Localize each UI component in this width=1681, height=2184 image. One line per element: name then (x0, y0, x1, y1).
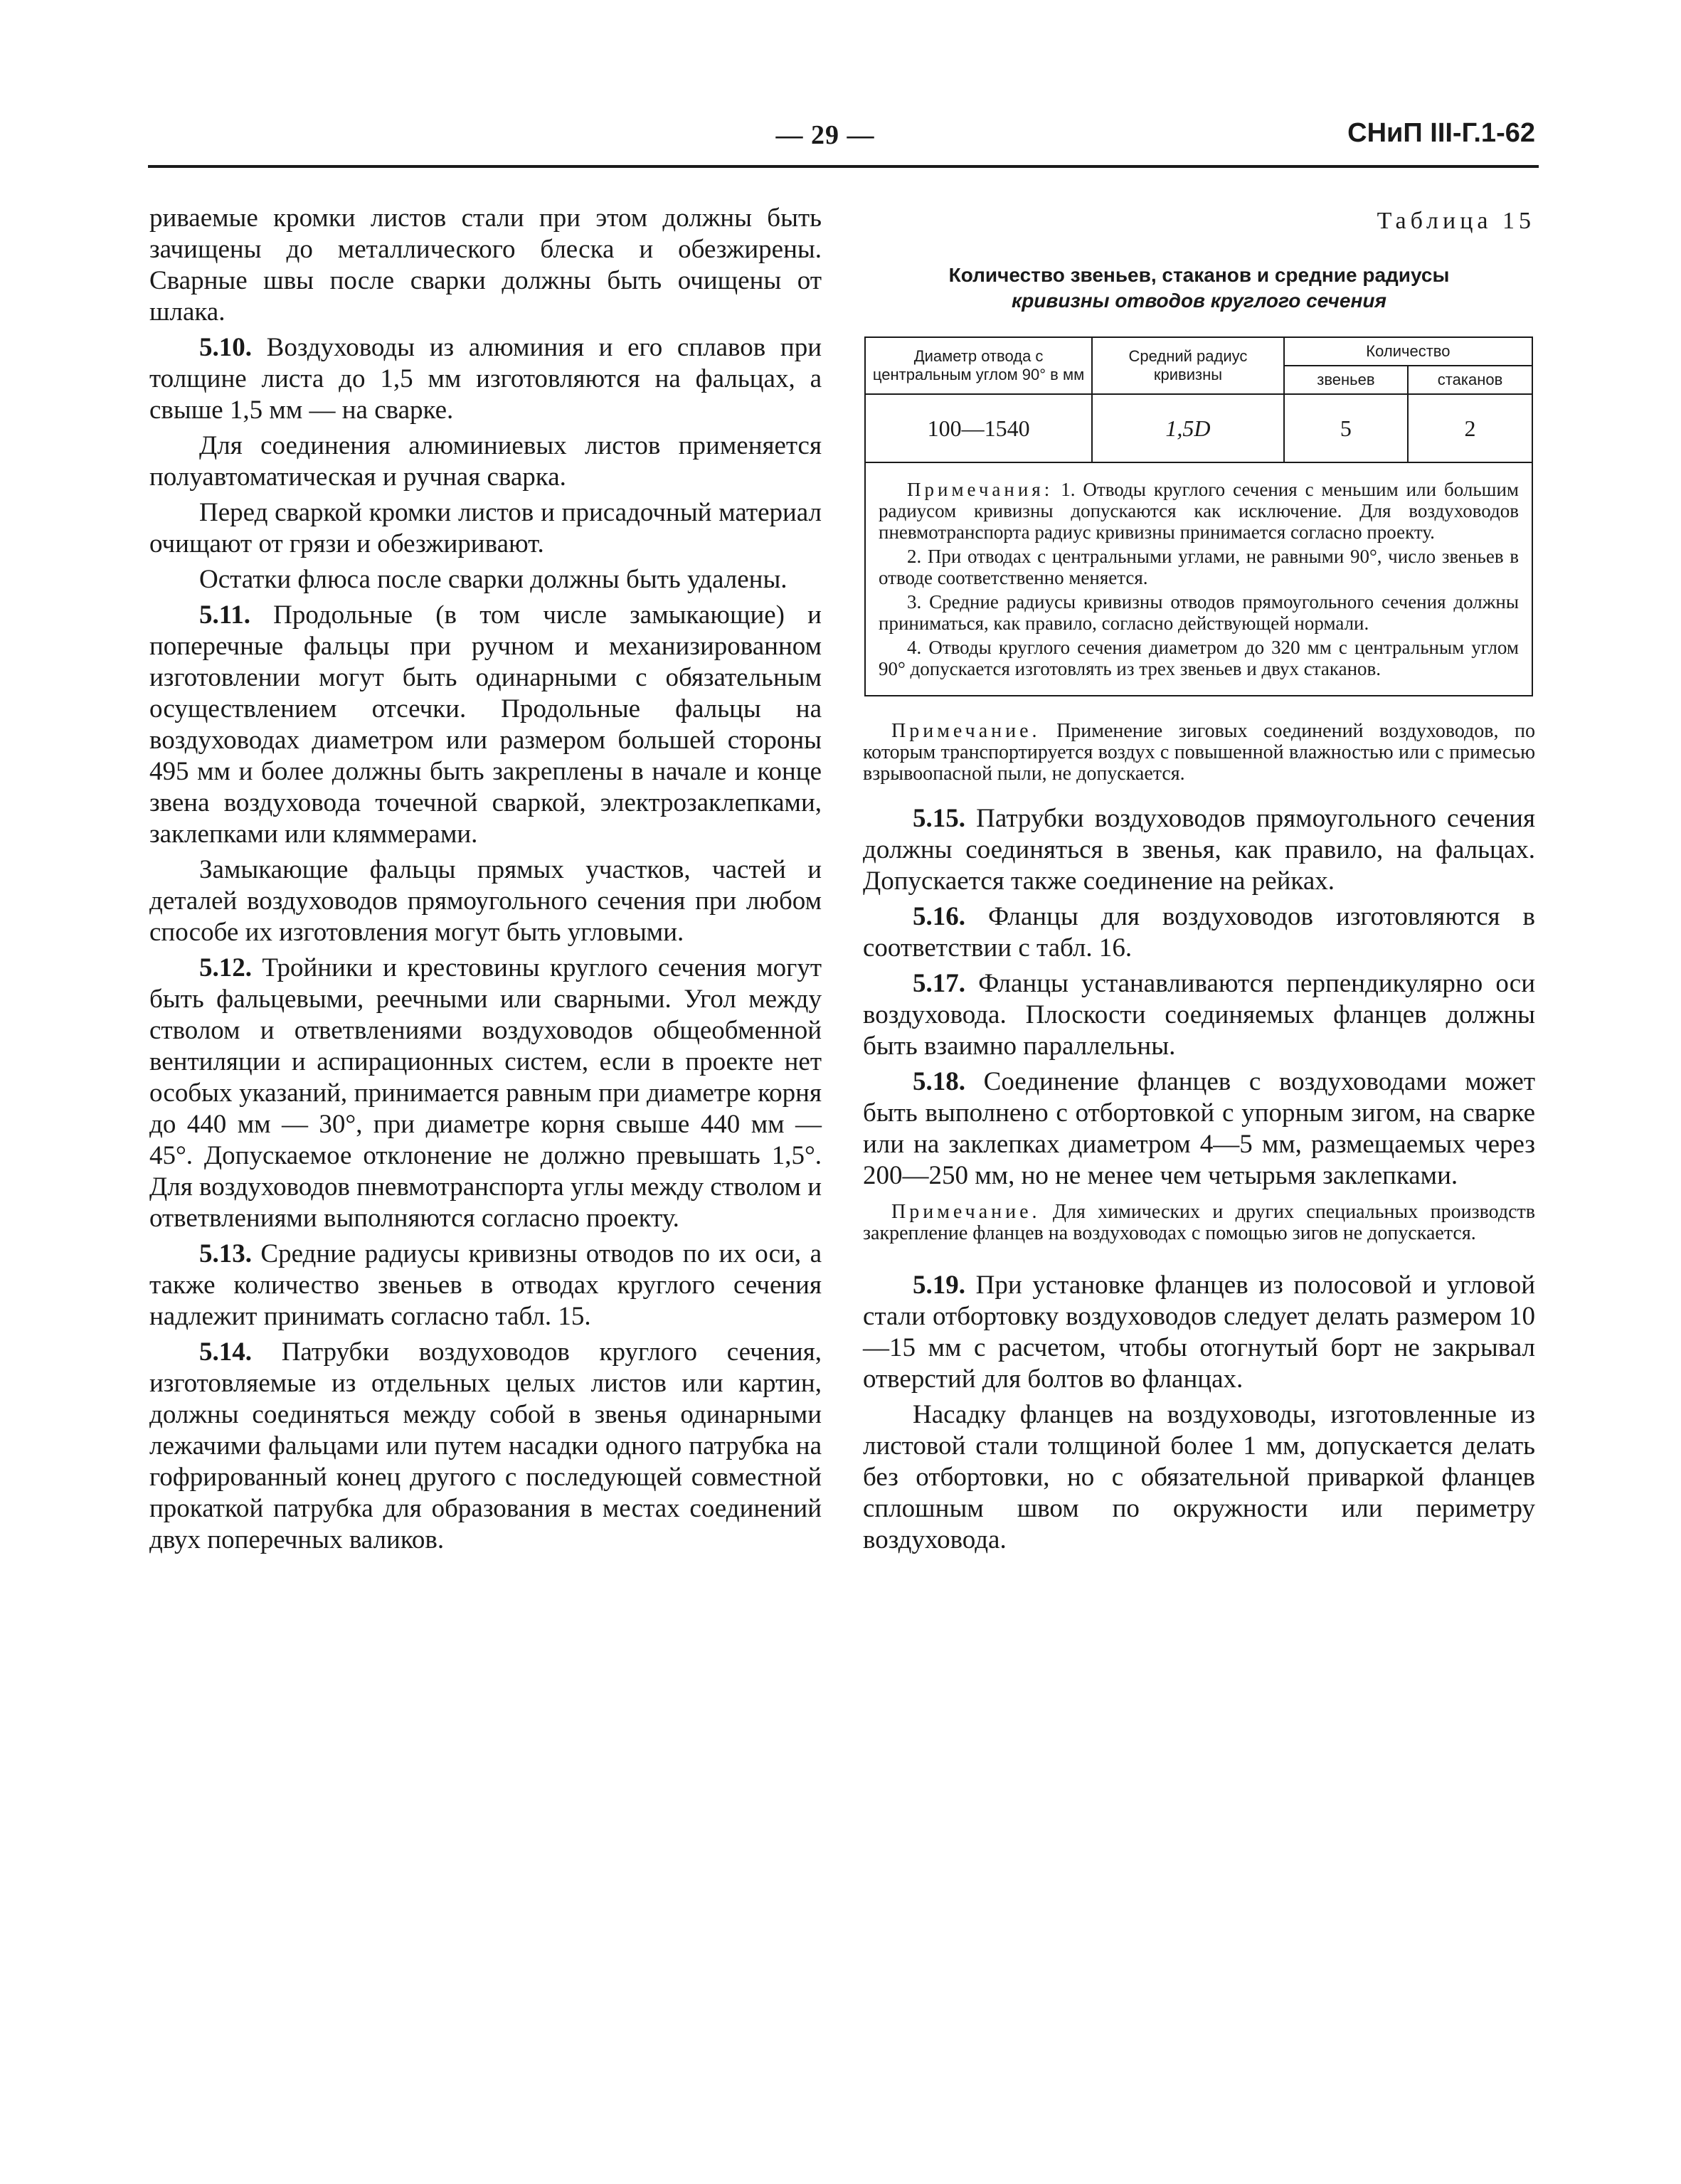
paragraph-5-19-b: Насадку фланцев на воздуховоды, изготовленные из листовой стали толщиной более 1 мм, допускается делать без отбортовки, но с обязательной приваркой фланцев сплошным швом по окружности или периметру воздуховода. (863, 1400, 1535, 1554)
header-rule (148, 165, 1539, 168)
paragraph-5-10-c: Перед сваркой кромки листов и присадочный материал очищают от грязи и обезжиривают. (149, 498, 822, 558)
paragraph-5-11 (149, 600, 822, 850)
spacer (863, 1257, 1535, 1270)
data-table (864, 336, 1533, 696)
paragraph-text: Фланцы устанавливаются перпендикулярно оси воздуховода. Плоскости соединяемых фланцев должны быть взаимно параллельны. (863, 969, 1535, 1061)
paragraph-5-11-b: Замыкающие фальцы прямых участков, частей и деталей воздуховодов прямоугольного сечения при любом способе их изготовления могут быть угловыми. (149, 855, 822, 947)
paragraph-text: Средние радиусы кривизны отводов по их оси, а также количество звеньев в отводах круглого сечения надлежит принимать согласно табл. 15. (149, 1239, 822, 1331)
right-column (863, 203, 1535, 1560)
paragraph-5-10-d: Остатки флюса после сварки должны быть удалены. (199, 565, 788, 594)
header-diameter: Диаметр отвода с центральным углом 90° в мм (865, 337, 1092, 394)
cell-links: 5 (1284, 394, 1408, 462)
paragraph-number: 5.18. (913, 1067, 965, 1096)
table-note-2: 2. При отводах с центральными углами, не равными 90°, число звеньев в отводе соответственно меняется. (879, 546, 1519, 588)
header-quantity: Количество (1284, 337, 1532, 366)
table-note-4: 4. Отводы круглого сечения диаметром до 320 мм с центральным углом 90° допускается изготовлять из трех звеньев и двух стаканов. (879, 637, 1519, 679)
paragraph-5-13 (149, 1239, 822, 1332)
paragraph-number: 5.13. (199, 1239, 252, 1268)
paragraph-text: Патрубки воздуховодов круглого сечения, изготовляемые из отдельных целых листов или картин, должны соединяться между собой в звенья одинарными лежачими фальцами или путем насадки одного патрубка на гофрированный конец другого с последующей совместной прокаткой патрубка для образования в местах соединений двух поперечных валиков. (149, 1337, 822, 1554)
note-flanges-zigs (863, 1202, 1535, 1244)
table-title-line: кривизны отводов круглого сечения (1012, 290, 1386, 312)
paragraph-number: 5.12. (199, 953, 252, 982)
header-links: звеньев (1284, 366, 1408, 394)
paragraph-continuation: риваемые кромки листов стали при этом должны быть зачищены до металлического блеска и обезжирены. Сварные швы после сварки должны быть очищены от шлака. (149, 203, 822, 327)
paragraph-5-18 (863, 1066, 1535, 1192)
table-15 (864, 336, 1535, 696)
paragraph-text: При установке фланцев из полосовой и угловой стали отбортовку воздуховодов следует делать размером 10—15 мм с расчетом, чтобы отогнутый борт не закрывал отверстий для болтов во фланцах. (863, 1271, 1535, 1394)
header-radius: Средний радиус кривизны (1092, 337, 1284, 394)
page-number: — 29 — (775, 120, 875, 150)
paragraph-5-17 (863, 968, 1535, 1062)
header-cups: стаканов (1408, 366, 1532, 394)
paragraph-number: 5.10. (199, 333, 252, 362)
paragraph-number: 5.19. (913, 1271, 965, 1300)
paragraph-text: Фланцы для воздуховодов изготовляются в соответствии с табл. 16. (863, 902, 1535, 963)
paragraph-number: 5.15. (913, 804, 965, 833)
table-title-line: Количество звеньев, стаканов и средние радиусы (948, 264, 1450, 286)
paragraph-text: Продольные (в том числе замыкающие) и поперечные фальцы при ручном и механизированном изготовлении могут быть одинарными с обязательным осуществлением отсечки. Продольные фальцы на воздуховодах диаметром или размером большей стороны 495 мм и более должны быть закреплены в начале и конце звена воздуховода точечной сваркой, электрозаклепками, заклепками или кляммерами. (149, 600, 822, 849)
note-label: Примечание. (891, 1201, 1041, 1223)
paragraph-5-12 (149, 953, 822, 1234)
note-text: Применение зиговых соединений воздуховодов, по которым транспортируется воздух с повышенной влажностью или с примесью взрывоопасной пыли, не допускается. (863, 720, 1535, 785)
table-row (865, 394, 1532, 462)
paragraph-text: Воздуховоды из алюминия и его сплавов при толщине листа до 1,5 мм изготовляются на фальцах, а свыше 1,5 мм — на сварке. (149, 333, 822, 425)
note-text: 1. Отводы круглого сечения с меньшим или большим радиусом кривизны допускаются как исключение. Для воздуховодов пневмотранспорта радиус кривизны принимается согласно проекту. (879, 479, 1519, 543)
paragraph-number: 5.11. (199, 600, 250, 630)
paragraph-number: 5.17. (913, 969, 965, 998)
paragraph-text: Тройники и крестовины круглого сечения могут быть фальцевыми, реечными или сварными. Угол между стволом и ответвлениями воздуховодов общеобменной вентиляции и аспирационных систем, если в проекте нет особых указаний, принимается равным при диаметре корня до 440 мм — 30°, при диаметре корня свыше 440 мм — 45°. Допускаемое отклонение не должно превышать 1,5°. Для воздуховодов пневмотранспорта углы между стволом и ответвлениями выполняются согласно проекту. (149, 953, 822, 1233)
paragraph-5-10-b: Для соединения алюминиевых листов применяется полуавтоматическая и ручная сварка. (149, 431, 822, 492)
cell-cups: 2 (1408, 394, 1532, 462)
paragraph-5-19 (863, 1270, 1535, 1395)
paragraph-text: Патрубки воздуховодов прямоугольного сечения должны соединяться в звенья, как правило, на фальцах. Допускается также соединение на рейках. (863, 804, 1535, 896)
table-note-1 (879, 479, 1519, 543)
document-code: СНиП III-Г.1-62 (1347, 118, 1535, 148)
left-column (149, 203, 822, 1560)
note-zig-joints (863, 721, 1535, 785)
paragraph-5-15 (863, 803, 1535, 897)
paragraph-5-10 (149, 332, 822, 426)
table-label: Таблица 15 (1377, 208, 1535, 234)
paragraph-5-14 (149, 1337, 822, 1556)
notes-label: Примечания: (907, 479, 1054, 500)
paragraph-number: 5.14. (199, 1337, 252, 1367)
cell-diameter: 100—1540 (865, 394, 1092, 462)
paragraph-5-16 (863, 901, 1535, 964)
table-title (863, 263, 1535, 314)
note-label: Примечание. (891, 720, 1041, 742)
cell-radius: 1,5D (1092, 394, 1284, 462)
table-note-3: 3. Средние радиусы кривизны отводов прямоугольного сечения должны приниматься, как правило, согласно действующей нормали. (879, 591, 1519, 634)
table-notes (865, 462, 1532, 696)
paragraph-text: Соединение фланцев с воздуховодами может быть выполнено с отбортовкой с упорным зигом, на сварке или на заклепках диаметром 4—5 мм, размещаемых через 200—250 мм, но не менее чем четырьмя заклепками. (863, 1067, 1535, 1190)
note-text: Для химических и других специальных производств закрепление фланцев на воздуховодах с помощью зигов не допускается. (863, 1201, 1535, 1244)
paragraph-number: 5.16. (913, 902, 965, 931)
